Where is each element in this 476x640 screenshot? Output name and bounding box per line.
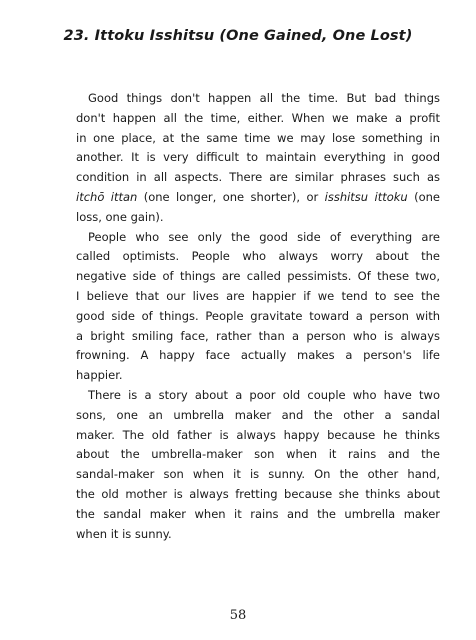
japanese-phrase-isshitsu-ittoku: isshitsu ittoku [324, 189, 408, 204]
p1-line-6-text-a: (one longer, one shorter), or [137, 189, 325, 204]
p3-line-2: sons, one an umbrella maker and the other a sandal [76, 407, 440, 422]
p1-line-3: in one place, at the same time we may lose something in [76, 130, 440, 145]
p2-line-5: good side of things. People gravitate toward a person with [76, 308, 440, 323]
p3-line-6: the old mother is always fretting because she thinks about [76, 486, 440, 501]
p2-line-1: People who see only the good side of everything are [88, 229, 440, 244]
p2-line-7: frowning. A happy face actually makes a person's life [76, 348, 440, 363]
p1-line-6-text-b: (one [407, 189, 441, 204]
p1-line-5: condition in all aspects. There are similar phrases such as [76, 170, 440, 185]
p1-line-4: another. It is very difficult to maintain everything in good [76, 150, 440, 165]
p3-line-3: maker. The old father is always happy because he thinks [76, 427, 440, 442]
p3-line-1: There is a story about a poor old couple who have two [88, 387, 440, 402]
p3-line-7: the sandal maker when it rains and the umbrella maker [76, 506, 440, 521]
p1-line-6 [76, 188, 440, 208]
p2-line-4: I believe that our lives are happier if we tend to see the [76, 288, 440, 303]
p3-line-8: when it is sunny. [76, 526, 172, 541]
p2-line-6: a bright smiling face, rather than a person who is always [76, 328, 440, 343]
p3-line-5: sandal-maker son when it is sunny. On the other hand, [76, 467, 440, 482]
p2-line-8: happier. [76, 368, 123, 383]
p1-line-1: Good things don't happen all the time. But bad things [88, 91, 440, 105]
chapter-body [76, 89, 440, 544]
chapter-title: 23. Ittoku Isshitsu (One Gained, One Lost) [63, 28, 413, 44]
p1-line-2: don't happen all the time, either. When we make a profit [76, 110, 440, 125]
p2-line-2: called optimists. People who always worry about the [76, 249, 440, 264]
japanese-phrase-itcho-ittan: itchō ittan [76, 189, 138, 204]
p2-line-3: negative side of things are called pessimists. Of these two, [76, 269, 440, 284]
p1-line-7: loss, one gain). [76, 209, 164, 224]
p3-line-4: about the umbrella-maker son when it rains and the [76, 447, 440, 462]
page-number: 58 [229, 608, 247, 623]
